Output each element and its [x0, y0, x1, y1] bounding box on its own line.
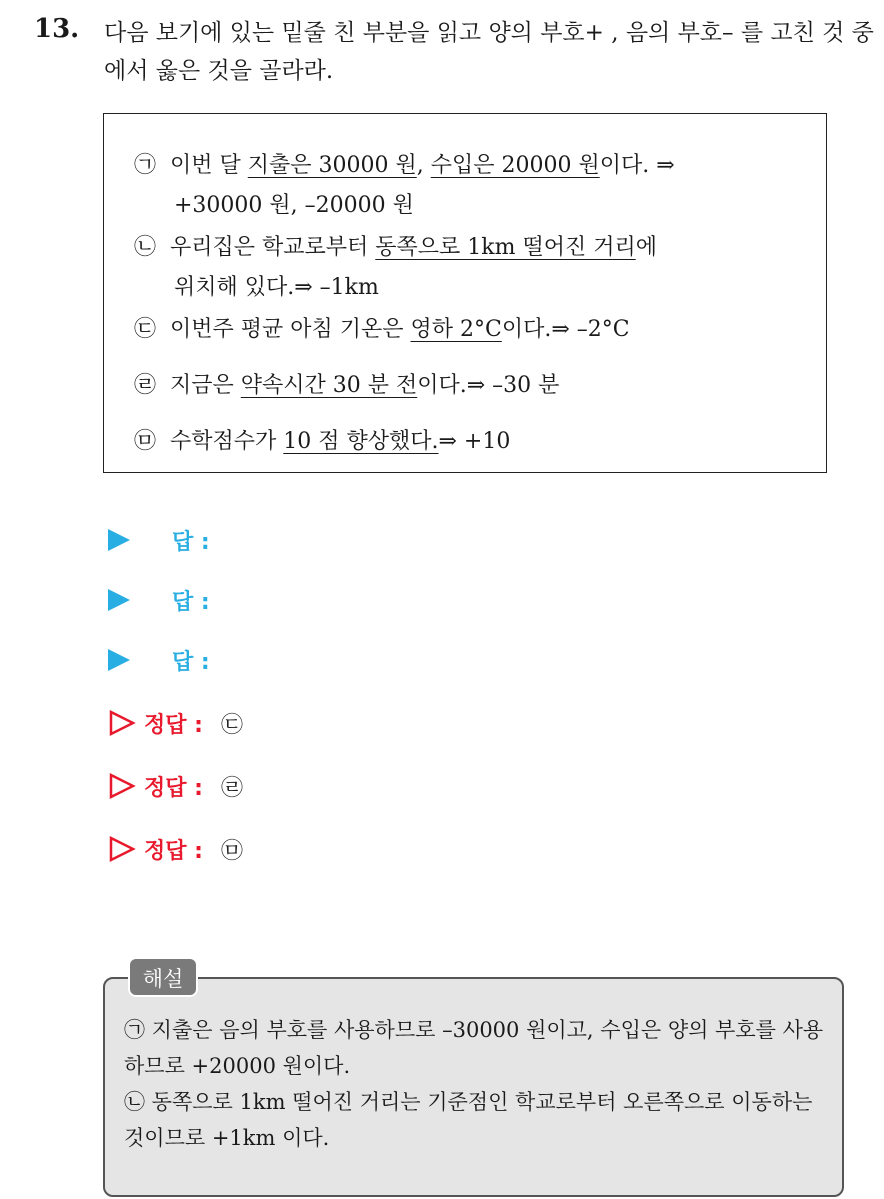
answer-row-3: [108, 643, 210, 677]
outline-triangle-icon: [108, 835, 136, 863]
example-item-3: ㉢ 이번주 평균 아침 기온은 영하 2°C이다.⇒ –2°C: [134, 310, 630, 350]
correct-answer-value: ㉤: [220, 838, 243, 864]
item-mark: ㉠: [134, 153, 157, 178]
outline-triangle-icon: [108, 709, 136, 737]
item-continuation: +30000 원, –20000 원: [174, 193, 414, 218]
underlined-phrase: 10 점 향상했다.: [283, 429, 439, 454]
underlined-phrase: 약속시간 30 분 전: [240, 373, 418, 398]
underlined-phrase: 동쪽으로 1km 떨어진 거리: [375, 235, 636, 260]
correct-label: 정답 :: [144, 712, 203, 738]
explanation-tag: 해설: [128, 957, 198, 997]
example-item-2: ㉡ 우리집은 학교로부터 동쪽으로 1km 떨어진 거리에 위치해 있다.⇒ –1km: [134, 228, 657, 308]
correct-answer-value: ㉣: [220, 775, 243, 801]
underlined-phrase: 지출은 30000 원: [247, 153, 417, 178]
answer-row-2: [108, 583, 210, 617]
question-number: 13.: [34, 14, 80, 44]
answer-label: 답 :: [172, 649, 210, 675]
answer-row-1: [108, 523, 210, 557]
example-item-1: ㉠ 이번 달 지출은 30000 원, 수입은 20000 원이다. ⇒ +30000 원, –20000 원: [134, 146, 675, 226]
underlined-phrase: 수입은 20000 원: [430, 153, 600, 178]
outline-triangle-icon: [108, 772, 136, 800]
correct-answer-value: ㉢: [220, 712, 243, 738]
correct-label: 정답 :: [144, 838, 203, 864]
example-box: [103, 113, 827, 473]
correct-answer-row-2: [108, 769, 243, 803]
item-mark: ㉤: [134, 429, 157, 454]
correct-answer-row-1: [108, 706, 243, 740]
example-item-4: ㉣ 지금은 약속시간 30 분 전이다.⇒ –30 분: [134, 366, 559, 406]
play-triangle-icon: [108, 589, 130, 611]
answer-label: 답 :: [172, 529, 210, 555]
example-item-5: ㉤ 수학점수가 10 점 향상했다.⇒ +10: [134, 422, 510, 462]
item-mark: ㉣: [134, 373, 157, 398]
question-text: 다음 보기에 있는 밑줄 친 부분을 읽고 양의 부호+ , 음의 부호– 를 고친 것 중에서 옳은 것을 골라라.: [104, 20, 874, 84]
correct-answer-row-3: [108, 832, 243, 866]
explanation-text: [124, 1012, 834, 1156]
play-triangle-icon: [108, 649, 130, 671]
item-mark: ㉡: [134, 235, 157, 260]
item-continuation: 위치해 있다.⇒ –1km: [174, 275, 379, 300]
correct-label: 정답 :: [144, 775, 203, 801]
answer-label: 답 :: [172, 589, 210, 615]
explanation-paragraph-2: ㉡ 동쪽으로 1km 떨어진 거리는 기준점인 학교로부터 오른쪽으로 이동하는 것이므로 +1km 이다.: [124, 1090, 813, 1150]
item-mark: ㉢: [134, 317, 157, 342]
play-triangle-icon: [108, 529, 130, 551]
explanation-paragraph-1: ㉠ 지출은 음의 부호를 사용하므로 –30000 원이고, 수입은 양의 부호를 사용하므로 +20000 원이다.: [124, 1018, 824, 1078]
underlined-phrase: 영하 2°C: [410, 317, 502, 342]
